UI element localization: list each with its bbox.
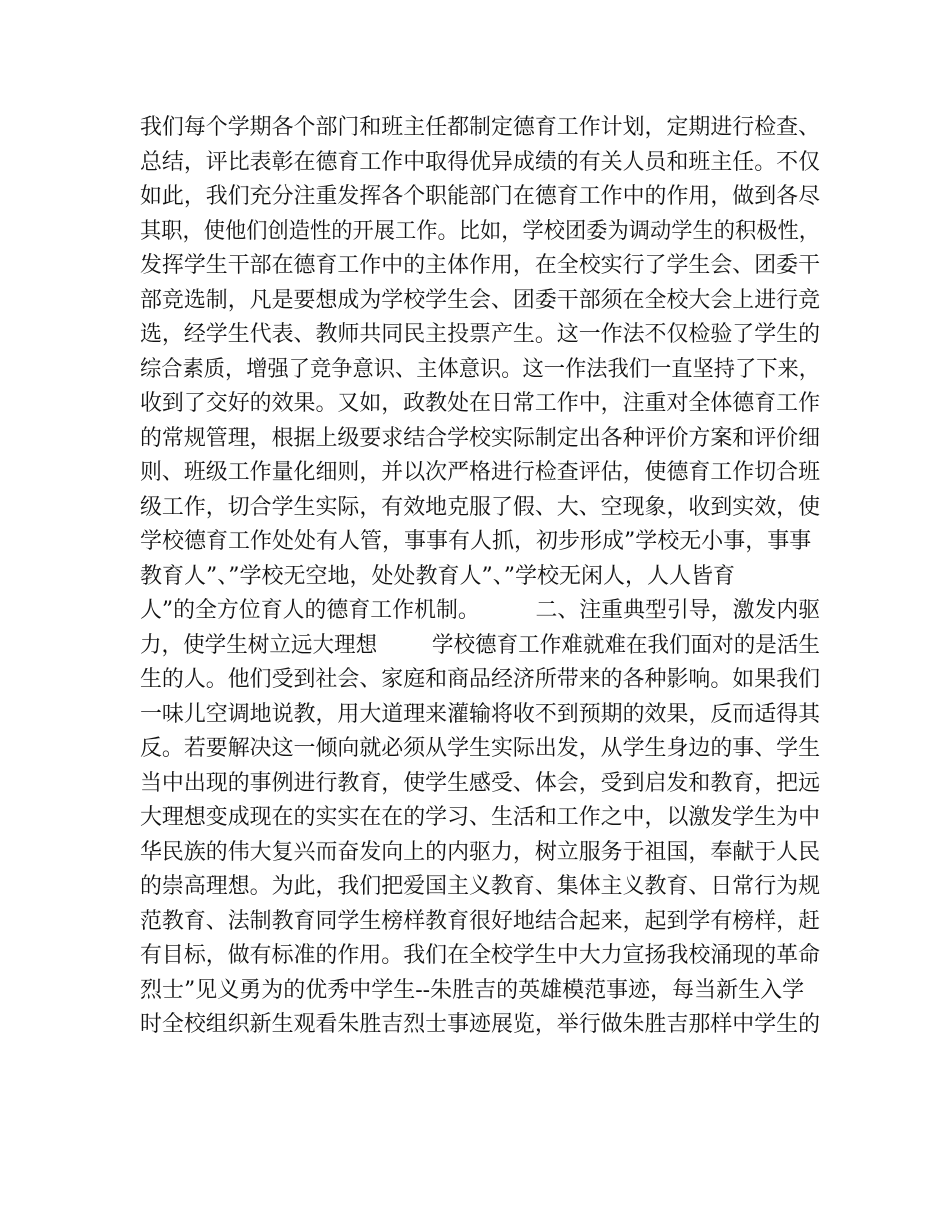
text-line: 一味儿空调地说教，用大道理来灌输将收不到预期的效果，反而适得其: [140, 701, 821, 727]
text-line: 范教育、法制教育同学生榜样教育很好地结合起来，起到学有榜样，赶: [140, 908, 821, 934]
body-text: [140, 111, 820, 1043]
text-line: 部竞选制，凡是要想成为学校学生会、团委干部须在全校大会上进行竞: [140, 287, 821, 313]
text-line: 时全校组织新生观看朱胜吉烈士事迹展览，举行做朱胜吉那样中学生的: [140, 1012, 821, 1037]
text-line: 当中出现的事例进行教育，使学生感受、体会，受到启发和教育，把远: [140, 770, 821, 796]
text-line: 级工作，切合学生实际，有效地克服了假、大、空现象，收到实效，使: [140, 494, 821, 520]
text-line: 生的人。他们受到社会、家庭和商品经济所带来的各种影响。如果我们: [140, 667, 821, 692]
text-line: 人”的全方位育人的德育工作机制。 二、注重典型引导，激发内驱: [140, 598, 821, 623]
text-line: 教育人”、”学校无空地，处处教育人”、”学校无闲人，人人皆育: [140, 563, 735, 589]
text-line: 总结，评比表彰在德育工作中取得优异成绩的有关人员和班主任。不仅: [140, 149, 821, 175]
text-line: 有目标，做有标准的作用。我们在全校学生中大力宣扬我校涌现的革命: [140, 943, 821, 968]
text-line: 的崇高理想。为此，我们把爱国主义教育、集体主义教育、日常行为规: [140, 874, 821, 899]
text-line: 则、班级工作量化细则，并以次严格进行检查评估，使德育工作切合班: [140, 460, 821, 485]
text-line: 发挥学生干部在德育工作中的主体作用，在全校实行了学生会、团委干: [140, 253, 821, 278]
text-line: 烈士”见义勇为的优秀中学生--朱胜吉的英雄模范事迹，每当新生入学: [140, 977, 805, 1003]
text-line: 大理想变成现在的实实在在的学习、生活和工作之中，以激发学生为中: [140, 805, 821, 830]
text-line: 华民族的伟大复兴而奋发向上的内驱力，树立服务于祖国，奉献于人民: [140, 839, 821, 865]
text-line: 收到了交好的效果。又如，政教处在日常工作中，注重对全体德育工作: [140, 391, 821, 416]
text-line: 我们每个学期各个部门和班主任都制定德育工作计划，定期进行检查、: [140, 115, 821, 140]
text-line: 反。若要解决这一倾向就必须从学生实际出发，从学生身边的事、学生: [140, 736, 821, 761]
text-line: 学校德育工作处处有人管，事事有人抓，初步形成”学校无小事，事事: [140, 529, 812, 554]
text-line: 力，使学生树立远大理想 学校德育工作难就难在我们面对的是活生: [140, 632, 820, 658]
text-line: 其职，使他们创造性的开展工作。比如，学校团委为调动学生的积极性，: [140, 218, 821, 244]
text-line: 如此，我们充分注重发挥各个职能部门在德育工作中的作用，做到各尽: [140, 184, 821, 209]
text-line: 的常规管理，根据上级要求结合学校实际制定出各种评价方案和评价细: [140, 425, 821, 451]
text-line: 选，经学生代表、教师共同民主投票产生。这一作法不仅检验了学生的: [140, 322, 821, 347]
text-line: 综合素质，增强了竞争意识、主体意识。这一作法我们一直坚持了下来，: [140, 356, 821, 382]
